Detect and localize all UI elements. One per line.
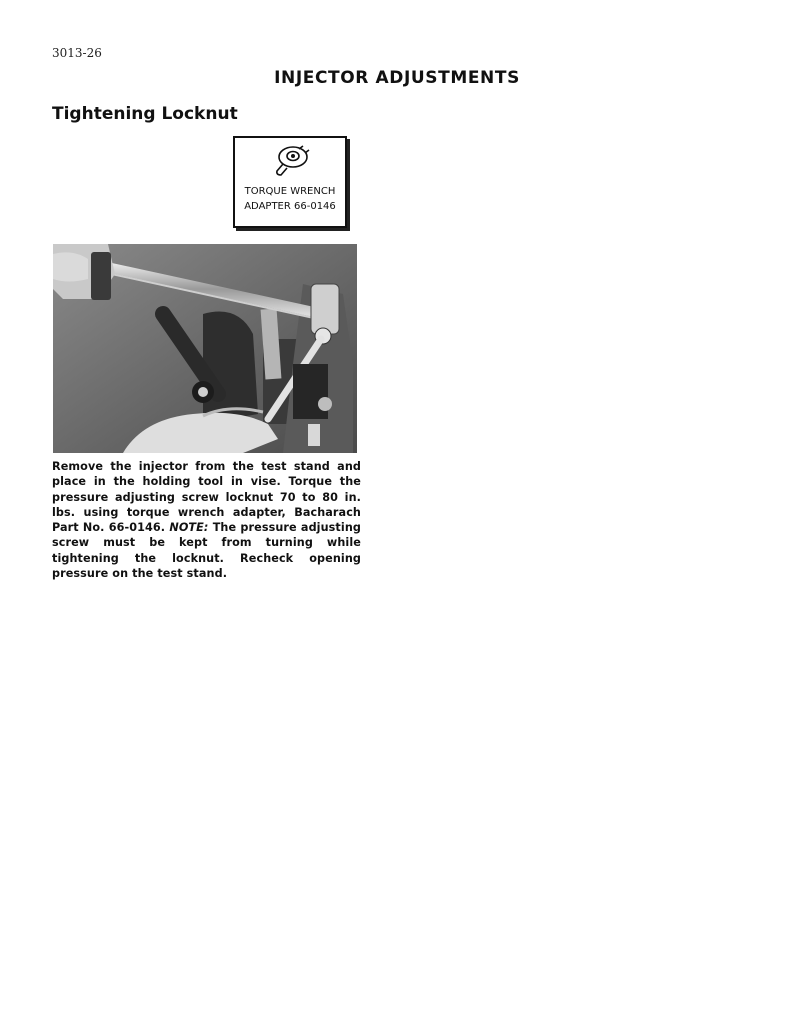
tool-caption-line-1: TORQUE WRENCH: [244, 186, 336, 197]
page-title: [0, 68, 794, 88]
note-label: NOTE:: [169, 521, 209, 535]
instruction-text-part-2: The pressure adjusting screw must be kept from turning while tightening the locknut. Recheck opening pressure on the test stand.: [52, 521, 361, 581]
instruction-text-part-1: Remove the injector from the test stand and place in the holding tool in vise. Torque the pressure adjusting screw locknut 70 to 80 in. lbs. using torque wrench adapter, Bacharach Part No. 66-0146.: [52, 460, 361, 535]
tool-caption: [235, 184, 345, 214]
tool-reference-box: [233, 136, 347, 228]
page-number: 3013-26: [52, 46, 102, 60]
section-title: Tightening Locknut: [52, 104, 238, 124]
wrench-adapter-icon: [271, 144, 311, 178]
page-title-text: INJECTOR ADJUSTMENTS: [274, 68, 520, 88]
procedure-photo: [53, 244, 357, 453]
torque-wrench-in-vise-photo: [53, 244, 357, 453]
instruction-paragraph: [52, 459, 361, 581]
tool-caption-line-2: ADAPTER 66-0146: [244, 201, 336, 212]
